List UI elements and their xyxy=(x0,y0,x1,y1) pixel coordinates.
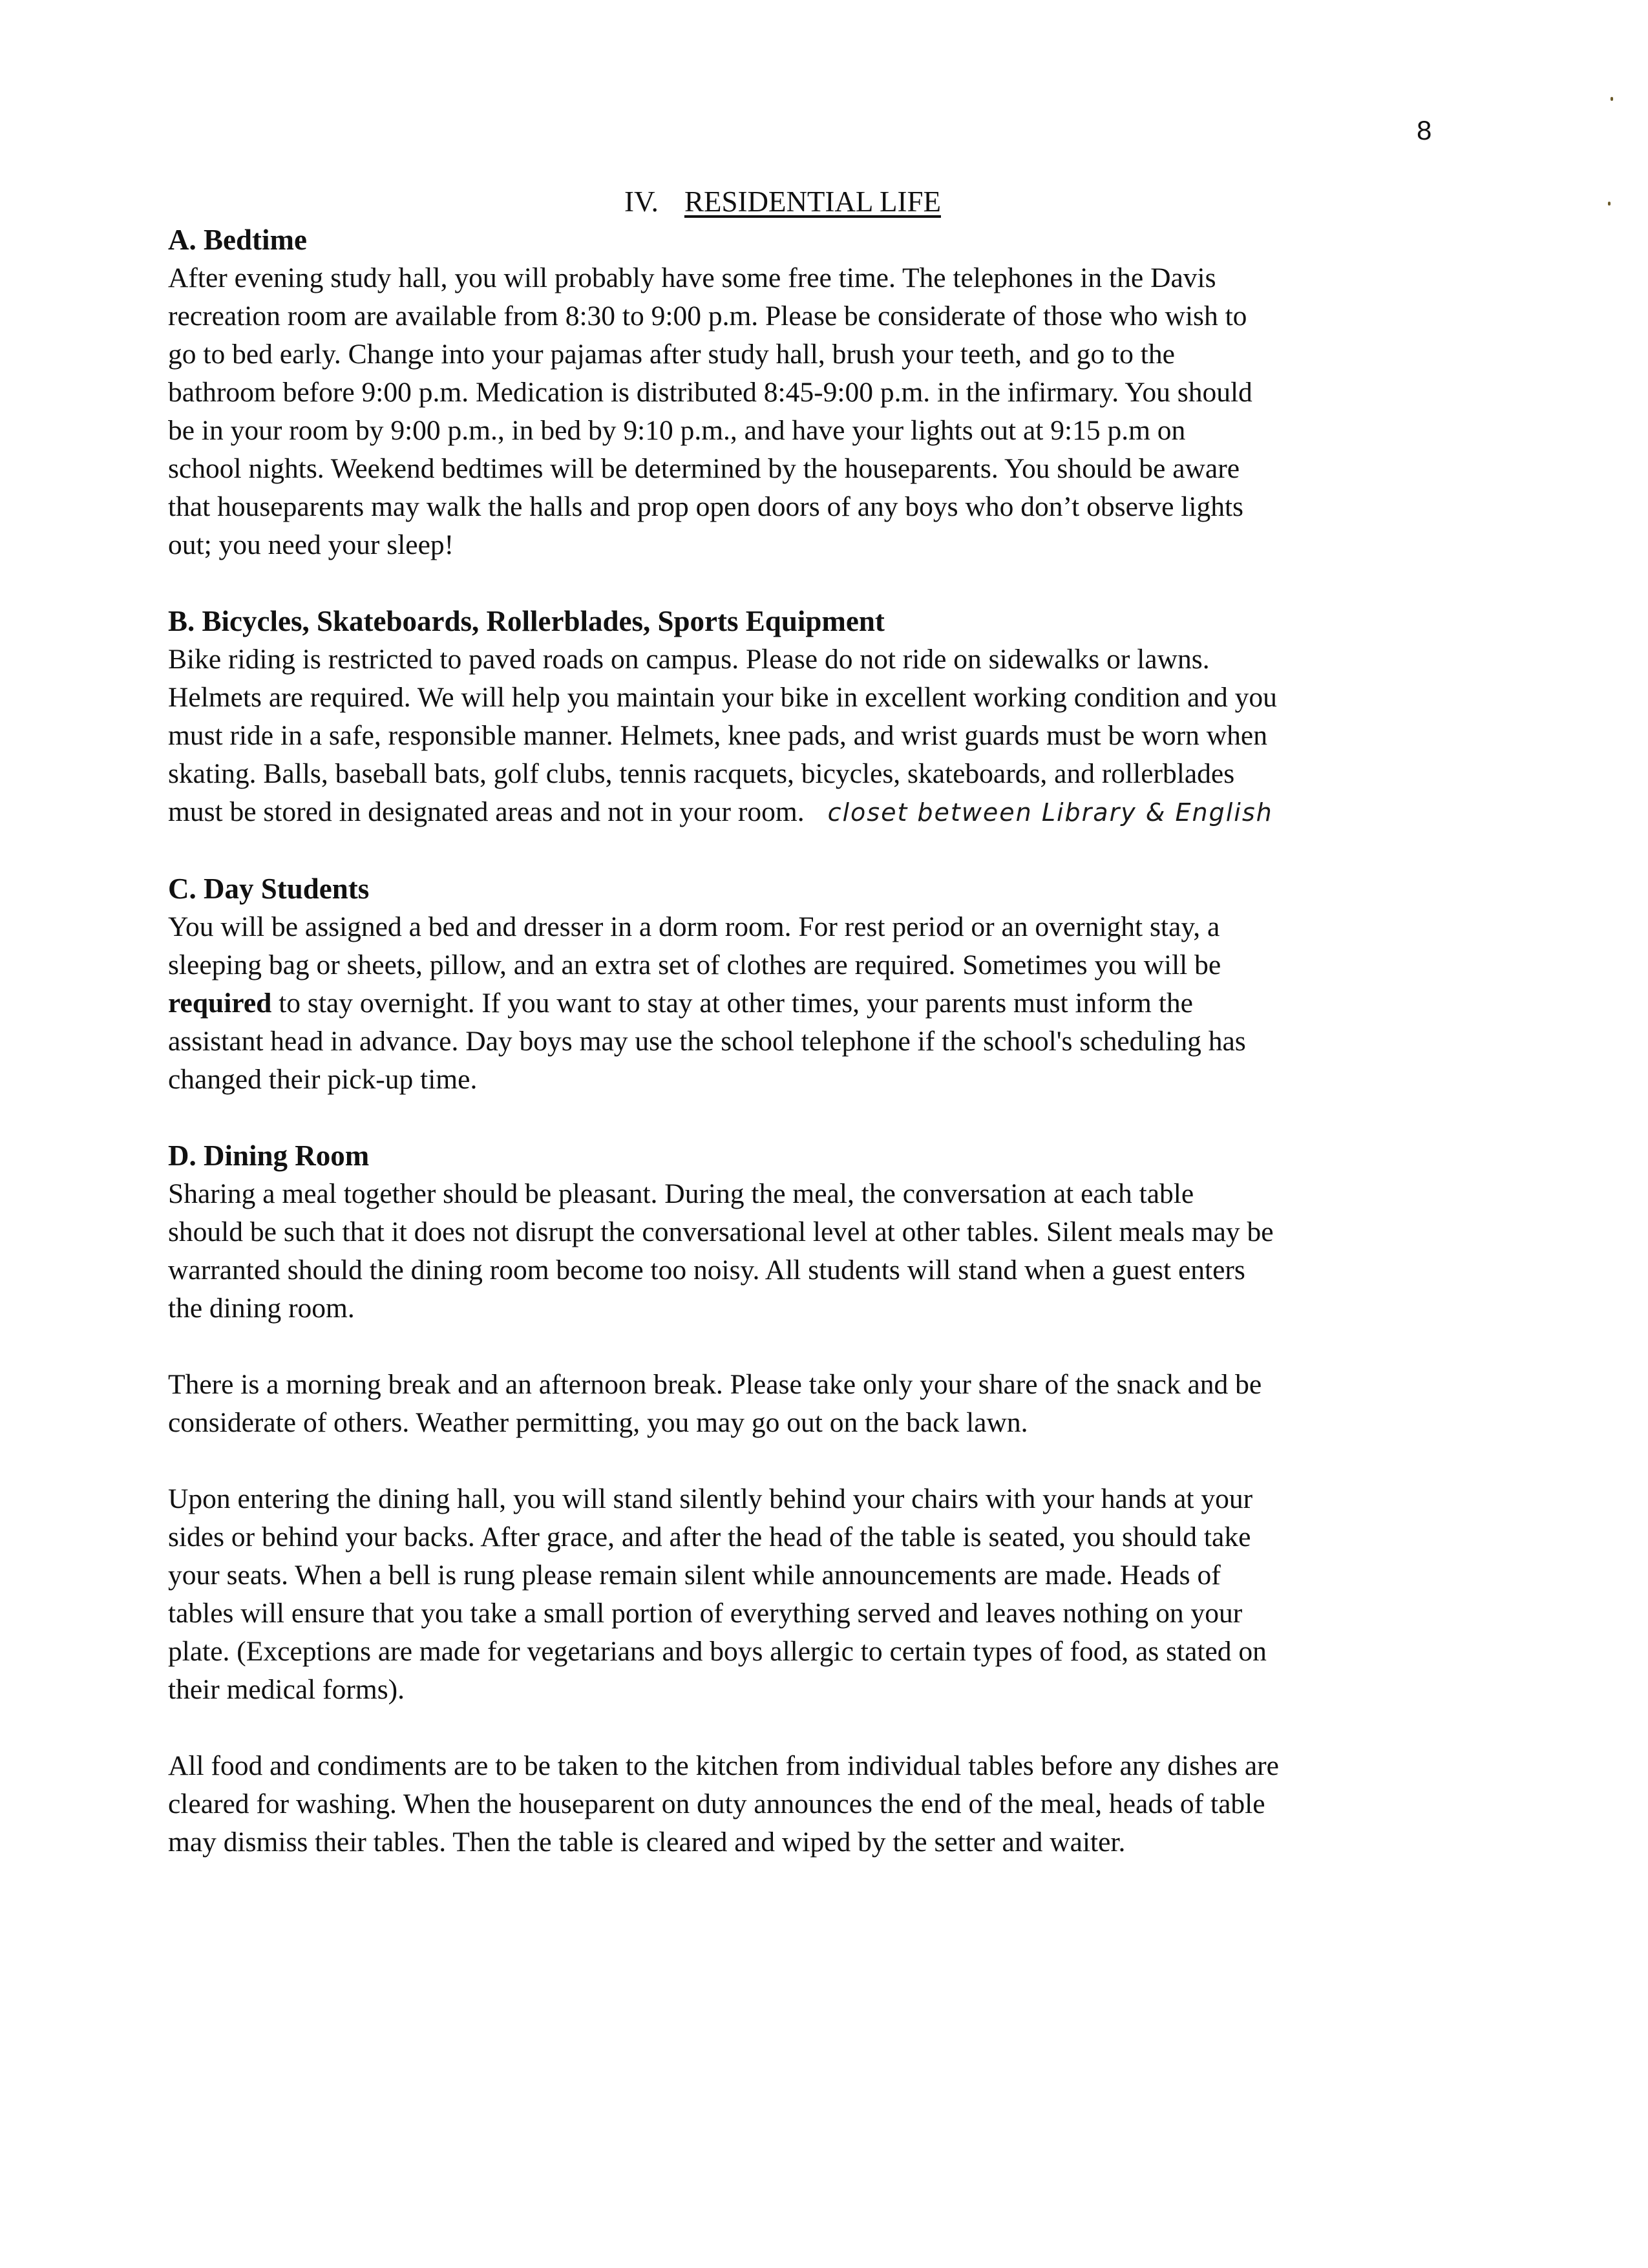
text-line: All food and condiments are to be taken to the kitchen from individual tables before any dishes are xyxy=(168,1750,1279,1781)
bedtime-heading: A. Bedtime xyxy=(168,224,307,256)
bedtime-section xyxy=(168,221,1448,564)
dining-section xyxy=(168,1137,1448,1861)
bicycles-heading: B. Bicycles, Skateboards, Rollerblades, Sports Equipment xyxy=(168,605,885,637)
day-students-paragraph xyxy=(168,908,1448,1099)
text-line-with-note xyxy=(168,793,1448,832)
text-line: There is a morning break and an afternoon break. Please take only your share of the snack and be xyxy=(168,1369,1262,1400)
bedtime-paragraph xyxy=(168,259,1448,564)
text-line: Upon entering the dining hall, you will stand silently behind your chairs with your hands at your xyxy=(168,1483,1253,1514)
text-line: assistant head in advance. Day boys may use the school telephone if the school's scheduling has xyxy=(168,1026,1246,1057)
text-line: be in your room by 9:00 p.m., in bed by 9:10 p.m., and have your lights out at 9:15 p.m on xyxy=(168,415,1186,446)
text-line: recreation room are available from 8:30 to 9:00 p.m. Please be considerate of those who wish to xyxy=(168,301,1247,332)
text-line: out; you need your sleep! xyxy=(168,529,454,560)
text-line: the dining room. xyxy=(168,1293,355,1324)
paragraph-gap xyxy=(168,1328,1448,1366)
day-students-section xyxy=(168,870,1448,1099)
section-numeral: IV. xyxy=(624,185,659,218)
text-line: must be stored in designated areas and not in your room. xyxy=(168,796,805,827)
text-line: changed their pick-up time. xyxy=(168,1064,478,1095)
text-line: bathroom before 9:00 p.m. Medication is distributed 8:45-9:00 p.m. in the infirmary. You should xyxy=(168,377,1252,408)
text-line: Bike riding is restricted to paved roads on campus. Please do not ride on sidewalks or lawns. xyxy=(168,644,1210,675)
text-line: Helmets are required. We will help you maintain your bike in excellent working condition and you xyxy=(168,682,1277,713)
text-line: their medical forms). xyxy=(168,1674,405,1705)
paragraph-gap xyxy=(168,1442,1448,1480)
text-line: that houseparents may walk the halls and prop open doors of any boys who don’t observe lights xyxy=(168,491,1243,522)
text-line: your seats. When a bell is rung please remain silent while announcements are made. Heads of xyxy=(168,1560,1221,1591)
text-line: warranted should the dining room become too noisy. All students will stand when a guest enters xyxy=(168,1255,1245,1286)
bicycles-paragraph xyxy=(168,641,1448,832)
handwritten-note: closet between Library & English xyxy=(827,798,1273,827)
paragraph-gap xyxy=(168,1709,1448,1747)
text-line: go to bed early. Change into your pajamas after study hall, brush your teeth, and go to the xyxy=(168,339,1175,370)
page-number: 8 xyxy=(1417,115,1432,145)
text-line: cleared for washing. When the houseparent on duty announces the end of the meal, heads of table xyxy=(168,1788,1265,1819)
scan-speck xyxy=(1611,97,1613,101)
dining-paragraph-2 xyxy=(168,1366,1448,1442)
dining-paragraph-3 xyxy=(168,1480,1448,1709)
text-line: Sharing a meal together should be pleasant. During the meal, the conversation at each table xyxy=(168,1178,1194,1209)
text-line: After evening study hall, you will probably have some free time. The telephones in the Davis xyxy=(168,262,1216,293)
text-line: skating. Balls, baseball bats, golf clubs, tennis racquets, bicycles, skateboards, and rollerblades xyxy=(168,758,1235,789)
text-line: should be such that it does not disrupt the conversational level at other tables. Silent meals may be xyxy=(168,1216,1274,1247)
text-line: school nights. Weekend bedtimes will be determined by the houseparents. You should be aware xyxy=(168,453,1240,484)
dining-paragraph-1 xyxy=(168,1175,1448,1328)
day-students-heading: C. Day Students xyxy=(168,873,370,905)
text-line: tables will ensure that you take a small portion of everything served and leaves nothing on your xyxy=(168,1598,1243,1629)
text-line: sides or behind your backs. After grace, and after the head of the table is seated, you should take xyxy=(168,1521,1251,1553)
emphasis-required: required xyxy=(168,988,272,1019)
dining-heading: D. Dining Room xyxy=(168,1139,370,1172)
text-line: plate. (Exceptions are made for vegetarians and boys allergic to certain types of food, as stated on xyxy=(168,1636,1267,1667)
text-line: must ride in a safe, responsible manner. Helmets, knee pads, and wrist guards must be worn when xyxy=(168,720,1267,751)
section-title xyxy=(624,184,941,220)
text-line: You will be assigned a bed and dresser in a dorm room. For rest period or an overnight stay, a xyxy=(168,911,1220,942)
scan-speck xyxy=(1608,202,1611,206)
text-line: to stay overnight. If you want to stay at other times, your parents must inform the xyxy=(271,988,1193,1019)
document-body xyxy=(168,221,1448,1900)
dining-paragraph-4 xyxy=(168,1747,1448,1861)
section-title-text: RESIDENTIAL LIFE xyxy=(684,185,941,218)
text-line: may dismiss their tables. Then the table is cleared and wiped by the setter and waiter. xyxy=(168,1827,1126,1858)
text-line-with-emphasis xyxy=(168,984,1448,1023)
bicycles-section xyxy=(168,602,1448,832)
text-line: considerate of others. Weather permitting, you may go out on the back lawn. xyxy=(168,1407,1028,1438)
text-line: sleeping bag or sheets, pillow, and an extra set of clothes are required. Sometimes you will be xyxy=(168,949,1221,980)
